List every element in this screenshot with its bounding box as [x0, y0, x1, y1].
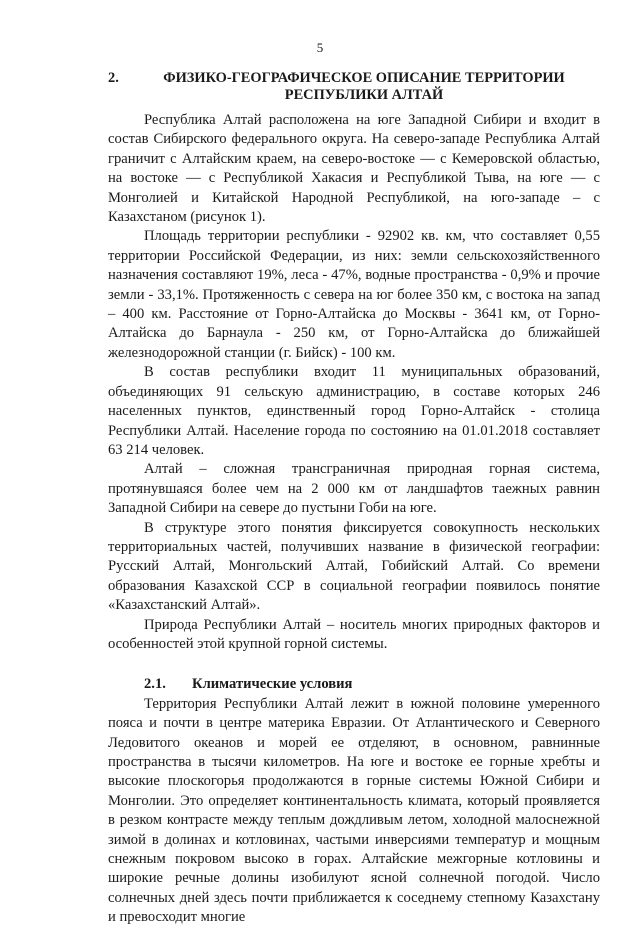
subsection-heading [108, 675, 600, 694]
paragraph-nature: Природа Республики Алтай – носитель многих природных факторов и особенностей этой крупной горной системы. [108, 616, 600, 652]
paragraph-climate: Территория Республики Алтай лежит в южной половине умеренного пояса и почти в центре материка Евразии. От Атлантического и Северного Ледовитого океанов и морей ее отделяют, в основном, равнинные пространства в тысячи километров. На юге и востоке ее горные хребты и высокие плоскогорья продолжаются в горные системы Южной Сибири и Монголии. Это определяет континентальность климата, который проявляется в резком контрасте между теплым дождливым летом, холодной малоснежной зимой в долинах и котловинах, частыми инверсиями температур и мощным снежным покровом высоко в горах. Алтайские межгорные котловины и широкие речные долины изобилуют ясной солнечной погодой. Число солнечных дней здесь почти приближается к соседнему степному Казахстану и превосходит многие [108, 695, 600, 926]
subsection-title: Климатические условия [192, 676, 353, 693]
paragraph-structure: В структуре этого понятия фиксируется совокупность нескольких территориальных частей, получивших название в физической географии: Русский Алтай, Монгольский Алтай, Гобийский Алтай. Со времени образования Казахской ССР в социальной географии появилось понятие «Казахстанский Алтай». [108, 519, 600, 614]
paragraph-municipalities: В состав республики входит 11 муниципальных образований, объединяющих 91 сельскую администрацию, в составе которых 246 населенных пунктов, единственный город Горно-Алтайск - столица Республики Алтай. Население города по состоянию на 01.01.2018 составляет 63 214 человек. [108, 364, 600, 458]
paragraph-area: Площадь территории республики - 92902 кв. км, что составляет 0,55 территории Российской Федерации, из них: земли сельскохозяйственного назначения составляют 19%, леса - 47%, водные пространства - 0,9% и прочие земли - 33,1%. Протяженность с севера на юг более 350 км, с востока на запад – 400 км. Расстояние от Горно-Алтайска до Москвы - 3641 км, от Горно-Алтайска до Барнаула - 250 км, от Горно-Алтайска до ближайшей железнодорожной станции (г. Бийск) - 100 км. [108, 228, 600, 361]
page-number: 5 [316, 40, 324, 55]
paragraph-location: Республика Алтай расположена на юге Западной Сибири и входит в состав Сибирского федерального округа. На северо-западе Республика Алтай граничит с Алтайским краем, на северо-востоке — с Кемеровской областью, на востоке — с Республикой Хакасия и Республикой Тыва, на юге — с Монголией и Китайской Народной Республикой, на юго-западе – с Казахстаном (рисунок 1). [108, 112, 600, 226]
body-text [108, 111, 600, 928]
section-heading [108, 70, 600, 104]
section-title: ФИЗИКО-ГЕОГРАФИЧЕСКОЕ ОПИСАНИЕ ТЕРРИТОРИИ РЕСПУБЛИКИ АЛТАЙ [163, 70, 565, 103]
section-number: 2. [108, 70, 119, 86]
subsection-number: 2.1. [144, 676, 166, 693]
paragraph-altai-system: Алтай – сложная трансграничная природная горная система, протянувшаяся более чем на 2 000 км от ландшафтов таежных равнин Западной Сибири на севере до пустыни Гоби на юге. [108, 461, 600, 517]
